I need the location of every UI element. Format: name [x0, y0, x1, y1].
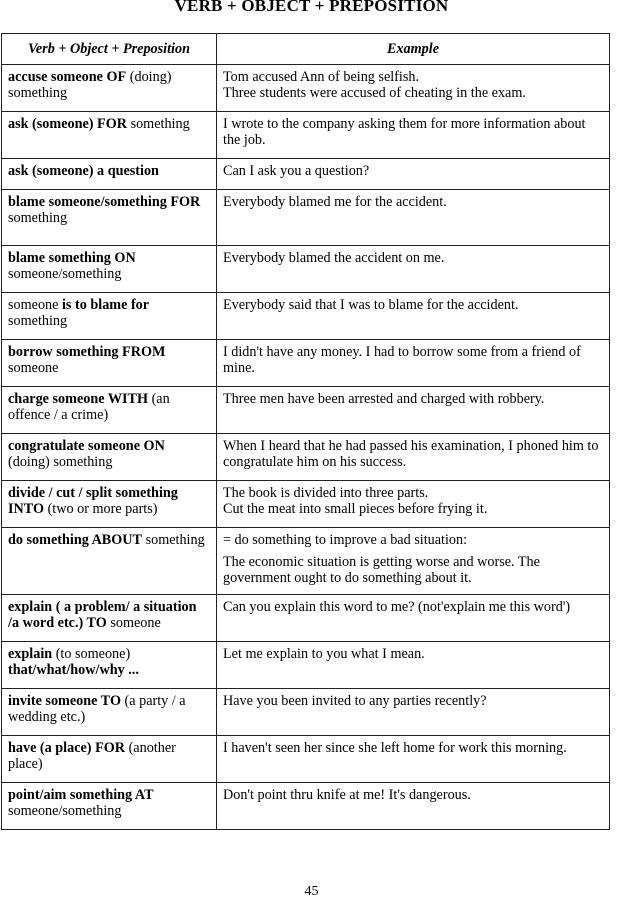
pattern-text: someone — [8, 297, 62, 313]
pattern-cell — [2, 689, 217, 736]
pattern-cell — [2, 387, 217, 434]
example-sentence: Can I ask you a question? — [223, 163, 370, 179]
pattern-text: something — [142, 532, 205, 548]
example-cell — [217, 736, 610, 783]
pattern-text: (two or more parts) — [44, 501, 158, 517]
example-sentence: The book is divided into three parts. — [223, 485, 429, 501]
pattern-cell — [2, 528, 217, 595]
table-row — [2, 190, 610, 246]
pattern-cell — [2, 190, 217, 246]
example-sentence: Have you been invited to any parties recently? — [223, 693, 487, 709]
pattern-cell — [2, 642, 217, 689]
example-cell — [217, 387, 610, 434]
header-example: Example — [217, 34, 610, 65]
table-header-row — [2, 34, 610, 65]
pattern-cell — [2, 112, 217, 159]
pattern-keyword: blame something ON — [8, 250, 136, 266]
pattern-text: someone — [8, 360, 59, 376]
page-number: 45 — [304, 884, 319, 899]
example-sentence: Can you explain this word to me? (not'explain me this word') — [223, 599, 571, 615]
example-cell — [217, 246, 610, 293]
pattern-keyword: congratulate someone ON — [8, 438, 165, 454]
table-row — [2, 736, 610, 783]
pattern-keyword: borrow something FROM — [8, 344, 166, 360]
grammar-table — [1, 33, 610, 830]
example-sentence: Cut the meat into small pieces before frying it. — [223, 501, 488, 517]
example-cell — [217, 689, 610, 736]
pattern-keyword: accuse someone OF — [8, 69, 127, 85]
pattern-text: (an offence / a crime) — [8, 391, 170, 423]
page-title: VERB + OBJECT + PREPOSITION — [174, 0, 449, 15]
example-sentence: I didn't have any money. I had to borrow some from a friend of mine. — [223, 344, 581, 376]
example-sentence: Don't point thru knife at me! It's dangerous. — [223, 787, 471, 803]
pattern-keyword: charge someone WITH — [8, 391, 149, 407]
example-sentence: I haven't seen her since she left home for work this morning. — [223, 740, 567, 756]
pattern-text: someone/something — [8, 266, 122, 282]
pattern-cell — [2, 434, 217, 481]
pattern-cell — [2, 159, 217, 190]
table-body — [2, 65, 610, 830]
pattern-text: (to someone) — [52, 646, 131, 662]
table-row — [2, 595, 610, 642]
example-cell — [217, 112, 610, 159]
example-sentence: When I heard that he had passed his examination, I phoned him to congratulate him on his success. — [223, 438, 599, 470]
pattern-text: (another place) — [8, 740, 176, 772]
pattern-text: something — [8, 210, 68, 226]
pattern-text: something — [8, 313, 68, 329]
pattern-text: (a party / a wedding etc.) — [8, 693, 186, 725]
example-sentence: Tom accused Ann of being selfish. — [223, 69, 420, 85]
example-sentence: Three students were accused of cheating in the exam. — [223, 85, 526, 101]
example-cell — [217, 528, 610, 595]
table-row — [2, 65, 610, 112]
pattern-keyword: do something ABOUT — [8, 532, 143, 548]
example-cell — [217, 340, 610, 387]
example-sentence: Three men have been arrested and charged with robbery. — [223, 391, 545, 407]
pattern-keyword: blame someone/something FOR — [8, 194, 201, 210]
example-sentence: Everybody said that I was to blame for the accident. — [223, 297, 519, 313]
example-cell — [217, 783, 610, 830]
header-pattern: Verb + Object + Preposition — [2, 34, 217, 65]
pattern-text: (doing) something — [8, 454, 113, 470]
example-cell — [217, 434, 610, 481]
pattern-text: something — [127, 116, 190, 132]
example-cell — [217, 190, 610, 246]
pattern-keyword: is to blame for — [61, 297, 150, 313]
pattern-keyword: have (a place) FOR — [8, 740, 126, 756]
pattern-cell — [2, 293, 217, 340]
table-row — [2, 481, 610, 528]
example-cell — [217, 642, 610, 689]
pattern-text: someone/something — [8, 803, 122, 819]
pattern-text: someone — [106, 615, 161, 631]
pattern-keyword: explain ( a problem/ a situation /a word etc.) TO — [8, 599, 197, 631]
table-row — [2, 783, 610, 830]
example-cell — [217, 159, 610, 190]
pattern-keyword: that/what/how/why ... — [8, 662, 139, 678]
pattern-cell — [2, 783, 217, 830]
pattern-keyword: explain — [8, 646, 53, 662]
example-sentence: Everybody blamed the accident on me. — [223, 250, 445, 266]
pattern-cell — [2, 481, 217, 528]
pattern-keyword: invite someone TO — [8, 693, 121, 709]
table-row — [2, 340, 610, 387]
pattern-cell — [2, 246, 217, 293]
table-row — [2, 293, 610, 340]
example-cell — [217, 595, 610, 642]
table-row — [2, 434, 610, 481]
pattern-keyword: divide / cut / split something INTO — [8, 485, 178, 517]
table-row — [2, 642, 610, 689]
table-row — [2, 246, 610, 293]
pattern-cell — [2, 736, 217, 783]
table-row — [2, 159, 610, 190]
example-sentence: I wrote to the company asking them for more information about the job. — [223, 116, 586, 148]
example-sentence: Everybody blamed me for the accident. — [223, 194, 447, 210]
pattern-keyword: ask (someone) a question — [8, 163, 159, 179]
pattern-keyword: point/aim something AT — [8, 787, 154, 803]
pattern-cell — [2, 595, 217, 642]
example-sentence: Let me explain to you what I mean. — [223, 646, 425, 662]
table-row — [2, 689, 610, 736]
example-sentence: = do something to improve a bad situation: — [223, 532, 468, 548]
example-cell — [217, 65, 610, 112]
table-row — [2, 112, 610, 159]
example-sentence: The economic situation is getting worse and worse. The government ought to do something about it. — [223, 554, 540, 586]
pattern-keyword: ask (someone) FOR — [8, 116, 128, 132]
table-row — [2, 387, 610, 434]
pattern-text: (doing) something — [8, 69, 172, 101]
pattern-cell — [2, 340, 217, 387]
example-cell — [217, 293, 610, 340]
pattern-cell — [2, 65, 217, 112]
table-row — [2, 528, 610, 595]
example-cell — [217, 481, 610, 528]
